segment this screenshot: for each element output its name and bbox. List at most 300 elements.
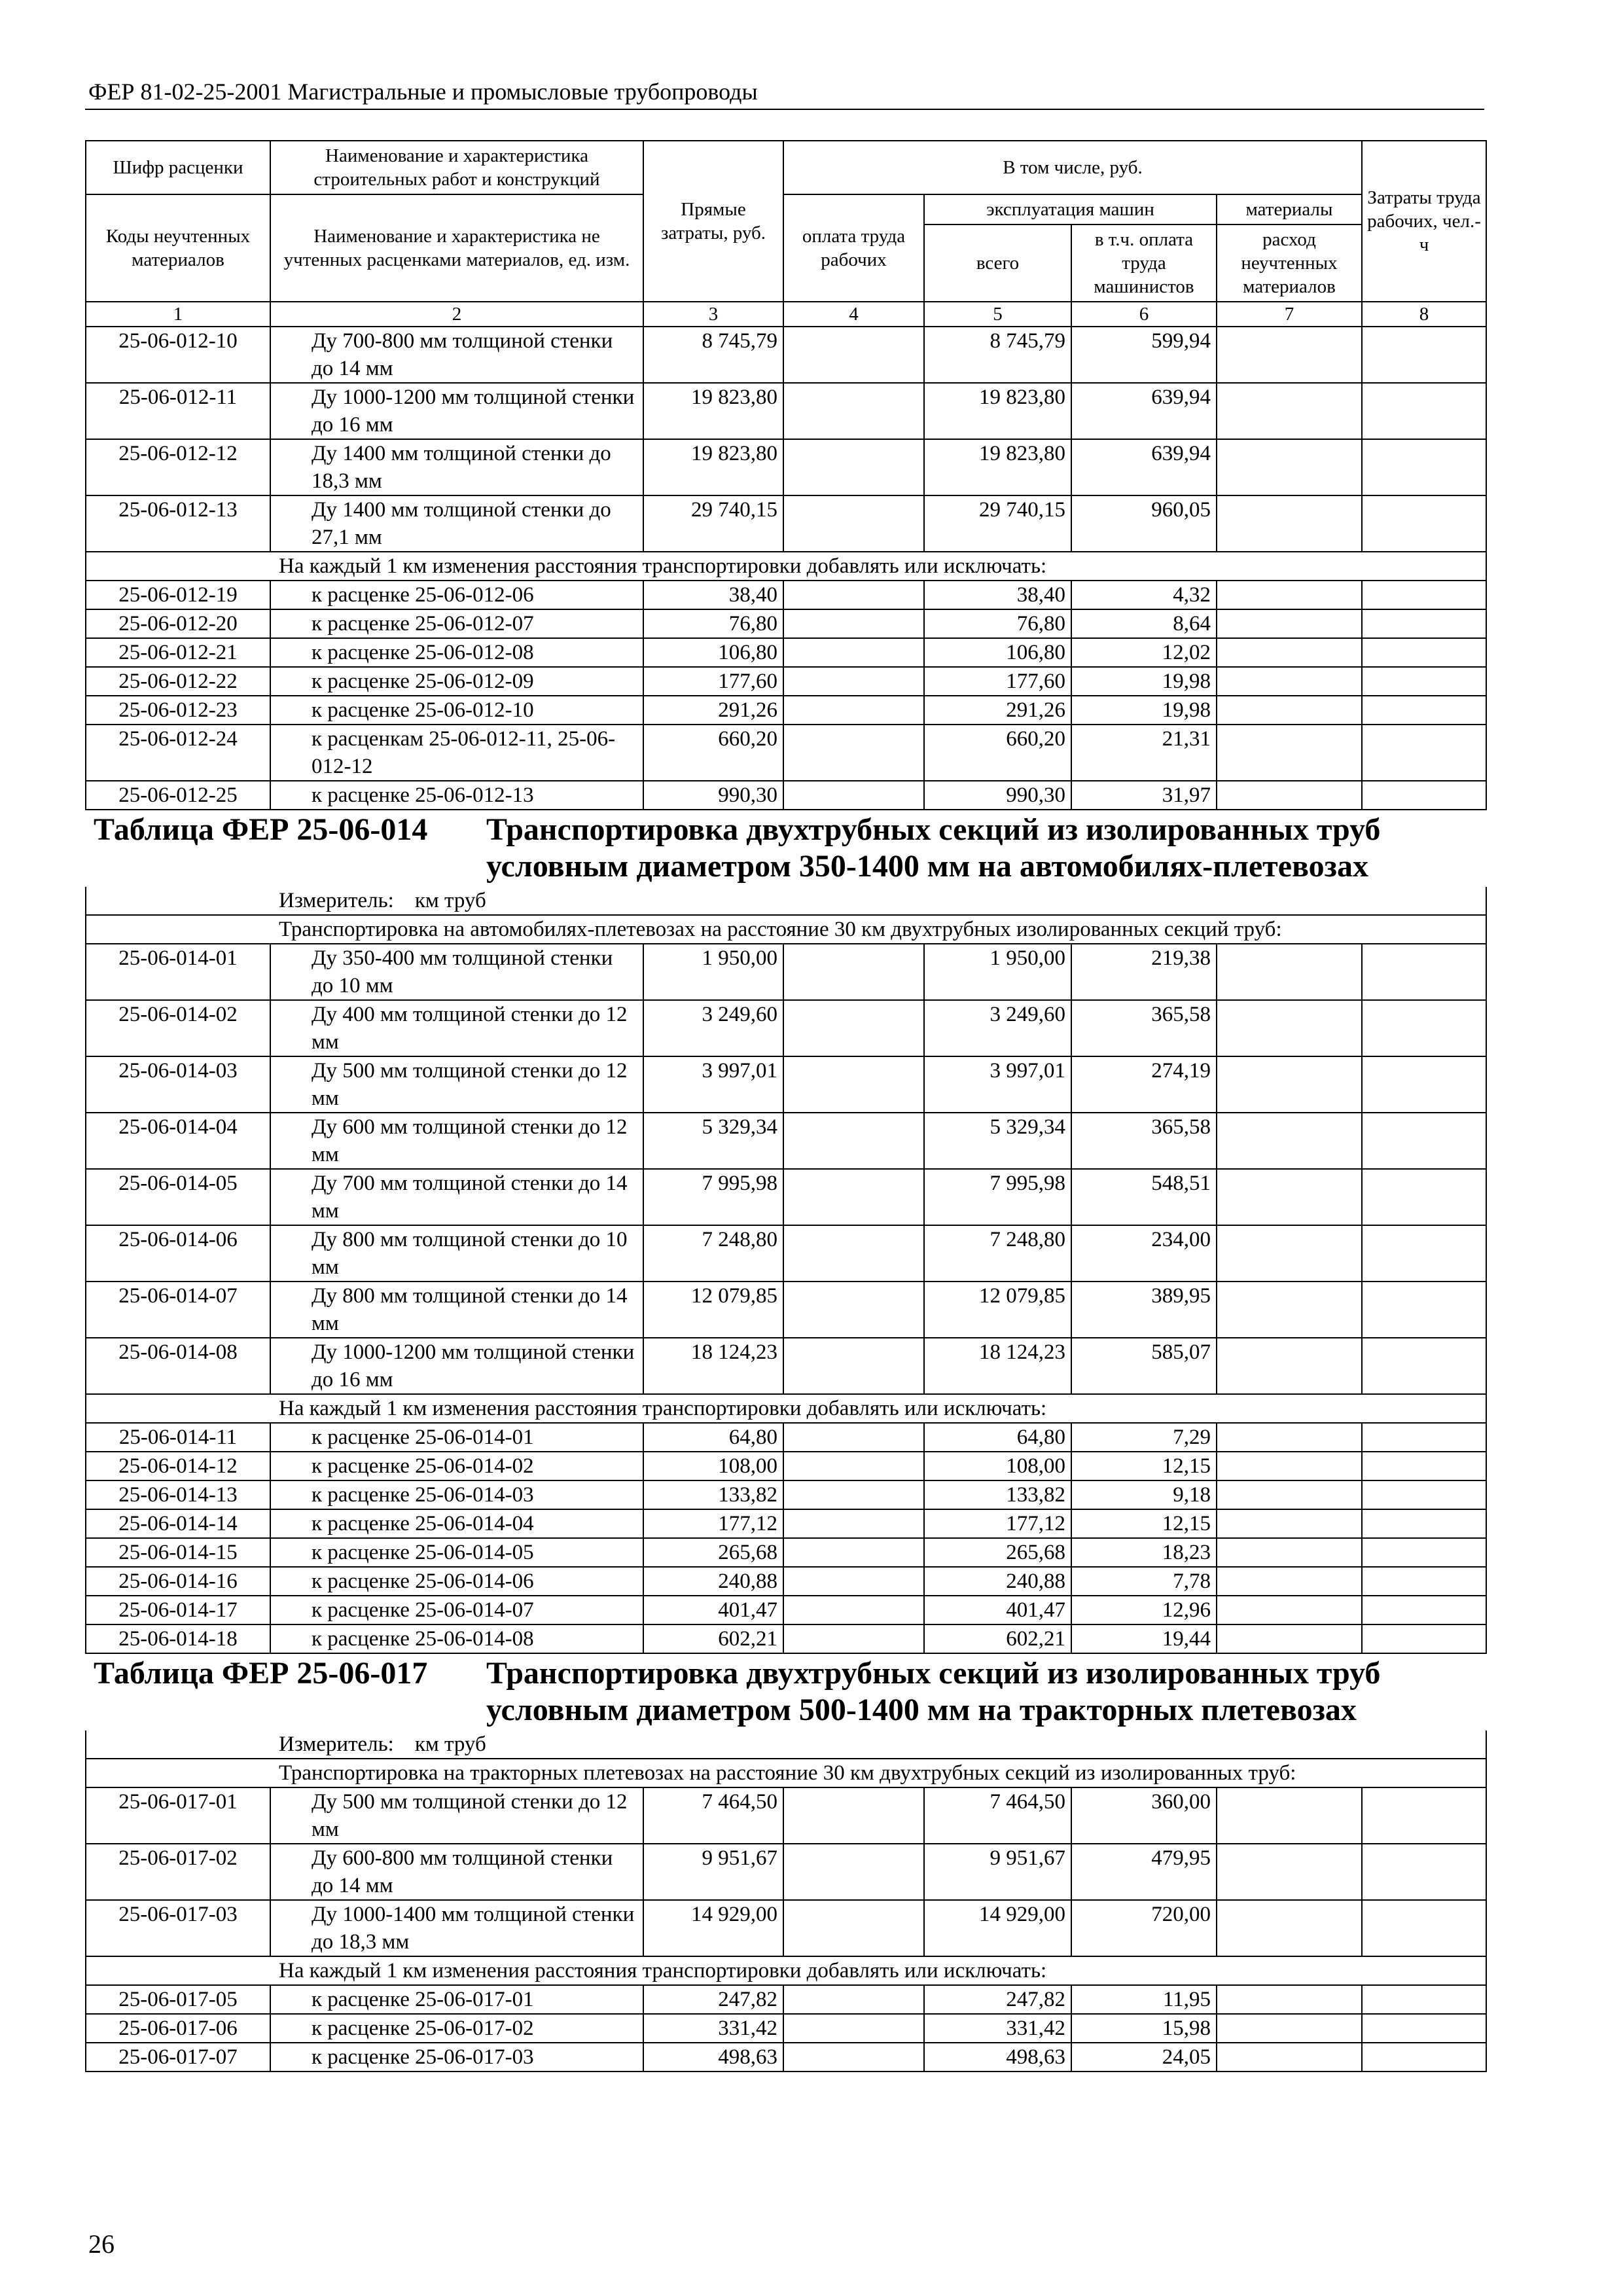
- running-header: ФЕР 81-02-25-2001 Магистральные и промысловые трубопроводы: [88, 79, 758, 105]
- col-num-2: 2: [270, 302, 643, 327]
- labor-pay: [783, 1509, 924, 1538]
- add-note-row: [86, 552, 1486, 581]
- table-row: [86, 1282, 1486, 1338]
- col-num-3: 3: [643, 302, 783, 327]
- direct-cost: 240,88: [643, 1567, 783, 1596]
- table-code: Таблица ФЕР 25-06-014: [94, 812, 428, 847]
- direct-cost: 265,68: [643, 1538, 783, 1567]
- table-row: [86, 1452, 1486, 1480]
- col-name-bottom: Наименование и характеристика не учтенных расценками материалов, ед. изм.: [270, 194, 643, 302]
- direct-cost: 19 823,80: [643, 439, 783, 495]
- labor-pay: [783, 1844, 924, 1900]
- machines-pay: 19,98: [1071, 667, 1217, 696]
- table-row: [86, 725, 1486, 781]
- machines-pay: 360,00: [1071, 1787, 1217, 1844]
- add-note: На каждый 1 км изменения расстояния транспортировки добавлять или исключать:: [86, 1394, 1486, 1423]
- materials-qty: [1217, 1567, 1362, 1596]
- add-note: На каждый 1 км изменения расстояния транспортировки добавлять или исключать:: [86, 1956, 1486, 1985]
- rate-name: Ду 1400 мм толщиной стенки до 27,1 мм: [270, 495, 643, 552]
- rate-name: к расценке 25-06-012-10: [270, 696, 643, 725]
- labor-pay: [783, 1900, 924, 1956]
- labor-cost: [1362, 1169, 1486, 1225]
- labor-pay: [783, 383, 924, 439]
- table-row: [86, 2043, 1486, 2072]
- machines-pay: 12,96: [1071, 1596, 1217, 1624]
- measure: [86, 1731, 1486, 1759]
- direct-cost: 247,82: [643, 1985, 783, 2014]
- materials-qty: [1217, 1423, 1362, 1452]
- materials-qty: [1217, 2043, 1362, 2072]
- materials-qty: [1217, 383, 1362, 439]
- machines-total: 108,00: [924, 1452, 1071, 1480]
- col-num-7: 7: [1217, 302, 1362, 327]
- machines-total: 14 929,00: [924, 1900, 1071, 1956]
- materials-qty: [1217, 944, 1362, 1000]
- rates-table: [85, 140, 1487, 2072]
- machines-total: 177,60: [924, 667, 1071, 696]
- rate-code: 25-06-012-19: [86, 581, 270, 609]
- table-row: [86, 1900, 1486, 1956]
- machines-pay: 389,95: [1071, 1282, 1217, 1338]
- machines-total: 38,40: [924, 581, 1071, 609]
- table-description-row: [86, 1759, 1486, 1787]
- labor-cost: [1362, 439, 1486, 495]
- rate-code: 25-06-017-02: [86, 1844, 270, 1900]
- direct-cost: 177,60: [643, 667, 783, 696]
- machines-pay: 21,31: [1071, 725, 1217, 781]
- labor-cost: [1362, 2014, 1486, 2043]
- labor-cost: [1362, 1480, 1486, 1509]
- labor-cost: [1362, 1538, 1486, 1567]
- table-row: [86, 1985, 1486, 2014]
- table-row: [86, 1338, 1486, 1394]
- page-number: 26: [88, 2229, 115, 2259]
- labor-pay: [783, 1452, 924, 1480]
- labor-cost: [1362, 1338, 1486, 1394]
- machines-pay: 720,00: [1071, 1900, 1217, 1956]
- rate-code: 25-06-012-24: [86, 725, 270, 781]
- rate-name: Ду 600-800 мм толщиной стенки до 14 мм: [270, 1844, 643, 1900]
- rate-code: 25-06-014-12: [86, 1452, 270, 1480]
- materials-qty: [1217, 581, 1362, 609]
- rate-name: к расценке 25-06-017-02: [270, 2014, 643, 2043]
- measure-row: [86, 887, 1486, 915]
- machines-pay: 9,18: [1071, 1480, 1217, 1509]
- machines-total: 1 950,00: [924, 944, 1071, 1000]
- labor-pay: [783, 1338, 924, 1394]
- materials-qty: [1217, 1787, 1362, 1844]
- direct-cost: 498,63: [643, 2043, 783, 2072]
- rate-code: 25-06-014-01: [86, 944, 270, 1000]
- direct-cost: 18 124,23: [643, 1338, 783, 1394]
- machines-total: 3 997,01: [924, 1056, 1071, 1113]
- direct-cost: 7 995,98: [643, 1169, 783, 1225]
- table-row: [86, 1509, 1486, 1538]
- labor-cost: [1362, 581, 1486, 609]
- table-row: [86, 383, 1486, 439]
- labor-cost: [1362, 1844, 1486, 1900]
- rate-code: 25-06-014-08: [86, 1338, 270, 1394]
- table-row: [86, 439, 1486, 495]
- materials-qty: [1217, 1624, 1362, 1653]
- rate-name: к расценке 25-06-014-01: [270, 1423, 643, 1452]
- labor-pay: [783, 696, 924, 725]
- materials-qty: [1217, 1113, 1362, 1169]
- machines-pay: 599,94: [1071, 327, 1217, 383]
- table-description-row: [86, 915, 1486, 944]
- materials-qty: [1217, 1538, 1362, 1567]
- rate-code: 25-06-017-06: [86, 2014, 270, 2043]
- table-description: Транспортировка на автомобилях-плетевозах на расстояние 30 км двухтрубных изолированных секций труб:: [86, 915, 1486, 944]
- labor-pay: [783, 1985, 924, 2014]
- labor-cost: [1362, 327, 1486, 383]
- machines-total: 8 745,79: [924, 327, 1071, 383]
- machines-total: 29 740,15: [924, 495, 1071, 552]
- labor-cost: [1362, 1452, 1486, 1480]
- labor-pay: [783, 1282, 924, 1338]
- machines-pay: 31,97: [1071, 781, 1217, 810]
- machines-pay: 548,51: [1071, 1169, 1217, 1225]
- labor-pay: [783, 2043, 924, 2072]
- machines-total: 18 124,23: [924, 1338, 1071, 1394]
- table-row: [86, 1056, 1486, 1113]
- table-row: [86, 696, 1486, 725]
- machines-total: 247,82: [924, 1985, 1071, 2014]
- rate-name: к расценке 25-06-012-08: [270, 638, 643, 667]
- labor-pay: [783, 495, 924, 552]
- rate-code: 25-06-014-11: [86, 1423, 270, 1452]
- machines-pay: 19,44: [1071, 1624, 1217, 1653]
- table-title: [86, 810, 1486, 887]
- table-row: [86, 1596, 1486, 1624]
- labor-cost: [1362, 1624, 1486, 1653]
- machines-pay: 24,05: [1071, 2043, 1217, 2072]
- rate-name: Ду 1400 мм толщиной стенки до 18,3 мм: [270, 439, 643, 495]
- col-num-8: 8: [1362, 302, 1486, 327]
- col-num-4: 4: [783, 302, 924, 327]
- table-row: [86, 638, 1486, 667]
- machines-total: 660,20: [924, 725, 1071, 781]
- measure-row: [86, 1731, 1486, 1759]
- machines-pay: 365,58: [1071, 1000, 1217, 1056]
- machines-pay: 585,07: [1071, 1338, 1217, 1394]
- direct-cost: 19 823,80: [643, 383, 783, 439]
- rate-code: 25-06-012-25: [86, 781, 270, 810]
- measure-unit: км труб: [414, 1732, 486, 1756]
- measure-label: Измеритель:: [279, 889, 394, 912]
- rate-name: к расценке 25-06-014-03: [270, 1480, 643, 1509]
- table-row: [86, 944, 1486, 1000]
- table-row: [86, 1423, 1486, 1452]
- machines-pay: 15,98: [1071, 2014, 1217, 2043]
- materials-qty: [1217, 2014, 1362, 2043]
- rate-code: 25-06-014-06: [86, 1225, 270, 1282]
- col-labor-pay: оплата труда рабочих: [783, 194, 924, 302]
- machines-pay: 639,94: [1071, 439, 1217, 495]
- machines-total: 106,80: [924, 638, 1071, 667]
- labor-cost: [1362, 1113, 1486, 1169]
- table-description: Транспортировка на тракторных плетевозах на расстояние 30 км двухтрубных секций из изолированных труб:: [86, 1759, 1486, 1787]
- rate-code: 25-06-017-03: [86, 1900, 270, 1956]
- labor-pay: [783, 781, 924, 810]
- rate-name: к расценке 25-06-012-06: [270, 581, 643, 609]
- machines-total: 240,88: [924, 1567, 1071, 1596]
- rate-name: Ду 800 мм толщиной стенки до 14 мм: [270, 1282, 643, 1338]
- rate-name: Ду 350-400 мм толщиной стенки до 10 мм: [270, 944, 643, 1000]
- labor-pay: [783, 439, 924, 495]
- materials-qty: [1217, 1596, 1362, 1624]
- labor-cost: [1362, 667, 1486, 696]
- rate-name: Ду 1000-1400 мм толщиной стенки до 18,3 мм: [270, 1900, 643, 1956]
- machines-total: 177,12: [924, 1509, 1071, 1538]
- machines-pay: 234,00: [1071, 1225, 1217, 1282]
- direct-cost: 401,47: [643, 1596, 783, 1624]
- labor-pay: [783, 1596, 924, 1624]
- materials-qty: [1217, 1169, 1362, 1225]
- direct-cost: 602,21: [643, 1624, 783, 1653]
- direct-cost: 3 249,60: [643, 1000, 783, 1056]
- rate-code: 25-06-014-04: [86, 1113, 270, 1169]
- table-row: [86, 1000, 1486, 1056]
- labor-pay: [783, 1225, 924, 1282]
- direct-cost: 7 248,80: [643, 1225, 783, 1282]
- rate-name: к расценке 25-06-014-04: [270, 1509, 643, 1538]
- rate-name: к расценке 25-06-017-03: [270, 2043, 643, 2072]
- labor-pay: [783, 1787, 924, 1844]
- machines-total: 265,68: [924, 1538, 1071, 1567]
- direct-cost: 133,82: [643, 1480, 783, 1509]
- machines-pay: 4,32: [1071, 581, 1217, 609]
- table-row: [86, 1113, 1486, 1169]
- rate-name: к расценке 25-06-014-06: [270, 1567, 643, 1596]
- machines-pay: 19,98: [1071, 696, 1217, 725]
- materials-qty: [1217, 609, 1362, 638]
- machines-total: 76,80: [924, 609, 1071, 638]
- machines-pay: 7,29: [1071, 1423, 1217, 1452]
- table-title-row: [86, 1653, 1486, 1731]
- col-code-top: Шифр расценки: [86, 141, 270, 194]
- labor-pay: [783, 944, 924, 1000]
- table-row: [86, 327, 1486, 383]
- machines-total: 7 464,50: [924, 1787, 1071, 1844]
- rate-name: Ду 700-800 мм толщиной стенки до 14 мм: [270, 327, 643, 383]
- table-row: [86, 1844, 1486, 1900]
- materials-qty: [1217, 1900, 1362, 1956]
- machines-pay: 12,15: [1071, 1452, 1217, 1480]
- rate-name: к расценке 25-06-014-08: [270, 1624, 643, 1653]
- labor-cost: [1362, 1000, 1486, 1056]
- rate-code: 25-06-014-16: [86, 1567, 270, 1596]
- direct-cost: 76,80: [643, 609, 783, 638]
- direct-cost: 14 929,00: [643, 1900, 783, 1956]
- labor-cost: [1362, 1567, 1486, 1596]
- labor-cost: [1362, 696, 1486, 725]
- direct-cost: 331,42: [643, 2014, 783, 2043]
- rate-name: Ду 700 мм толщиной стенки до 14 мм: [270, 1169, 643, 1225]
- direct-cost: 3 997,01: [643, 1056, 783, 1113]
- rate-code: 25-06-017-07: [86, 2043, 270, 2072]
- rate-name: к расценке 25-06-012-07: [270, 609, 643, 638]
- labor-pay: [783, 581, 924, 609]
- materials-qty: [1217, 696, 1362, 725]
- machines-total: 19 823,80: [924, 439, 1071, 495]
- col-name-top: Наименование и характеристика строительных работ и конструкций: [270, 141, 643, 194]
- labor-pay: [783, 1567, 924, 1596]
- table-row: [86, 609, 1486, 638]
- labor-cost: [1362, 1985, 1486, 2014]
- table-row: [86, 1787, 1486, 1844]
- labor-cost: [1362, 1509, 1486, 1538]
- rate-code: 25-06-014-02: [86, 1000, 270, 1056]
- machines-pay: 365,58: [1071, 1113, 1217, 1169]
- direct-cost: 38,40: [643, 581, 783, 609]
- col-machines: эксплуатация машин: [924, 194, 1217, 224]
- materials-qty: [1217, 327, 1362, 383]
- table-row: [86, 1480, 1486, 1509]
- table-row: [86, 1169, 1486, 1225]
- labor-cost: [1362, 725, 1486, 781]
- labor-cost: [1362, 1282, 1486, 1338]
- machines-pay: 11,95: [1071, 1985, 1217, 2014]
- direct-cost: 990,30: [643, 781, 783, 810]
- rate-name: Ду 500 мм толщиной стенки до 12 мм: [270, 1056, 643, 1113]
- rate-name: Ду 800 мм толщиной стенки до 10 мм: [270, 1225, 643, 1282]
- rate-code: 25-06-014-03: [86, 1056, 270, 1113]
- table-row: [86, 781, 1486, 810]
- table-row: [86, 1624, 1486, 1653]
- rate-name: Ду 1000-1200 мм толщиной стенки до 16 мм: [270, 1338, 643, 1394]
- add-note-row: [86, 1956, 1486, 1985]
- direct-cost: 5 329,34: [643, 1113, 783, 1169]
- materials-qty: [1217, 1225, 1362, 1282]
- labor-cost: [1362, 383, 1486, 439]
- labor-pay: [783, 1113, 924, 1169]
- direct-cost: 64,80: [643, 1423, 783, 1452]
- direct-cost: 1 950,00: [643, 944, 783, 1000]
- labor-cost: [1362, 609, 1486, 638]
- table-title-row: [86, 810, 1486, 887]
- table-code: Таблица ФЕР 25-06-017: [94, 1656, 428, 1691]
- machines-total: 602,21: [924, 1624, 1071, 1653]
- col-num-6: 6: [1071, 302, 1217, 327]
- rate-name: Ду 400 мм толщиной стенки до 12 мм: [270, 1000, 643, 1056]
- add-note: На каждый 1 км изменения расстояния транспортировки добавлять или исключать:: [86, 552, 1486, 581]
- labor-pay: [783, 1000, 924, 1056]
- labor-cost: [1362, 638, 1486, 667]
- table-row: [86, 2014, 1486, 2043]
- machines-total: 12 079,85: [924, 1282, 1071, 1338]
- rate-code: 25-06-014-18: [86, 1624, 270, 1653]
- machines-pay: 12,15: [1071, 1509, 1217, 1538]
- direct-cost: 177,12: [643, 1509, 783, 1538]
- labor-cost: [1362, 495, 1486, 552]
- labor-cost: [1362, 1423, 1486, 1452]
- rate-code: 25-06-017-01: [86, 1787, 270, 1844]
- labor-pay: [783, 1480, 924, 1509]
- add-note-row: [86, 1394, 1486, 1423]
- labor-cost: [1362, 781, 1486, 810]
- labor-cost: [1362, 1056, 1486, 1113]
- machines-total: 64,80: [924, 1423, 1071, 1452]
- table-row: [86, 1225, 1486, 1282]
- direct-cost: 9 951,67: [643, 1844, 783, 1900]
- machines-total: 498,63: [924, 2043, 1071, 2072]
- rate-name: Ду 600 мм толщиной стенки до 12 мм: [270, 1113, 643, 1169]
- col-machines-pay: в т.ч. оплата труда машинистов: [1071, 224, 1217, 302]
- col-num-5: 5: [924, 302, 1071, 327]
- rate-code: 25-06-017-05: [86, 1985, 270, 2014]
- rate-code: 25-06-012-20: [86, 609, 270, 638]
- rate-code: 25-06-014-05: [86, 1169, 270, 1225]
- measure-label: Измеритель:: [279, 1732, 394, 1756]
- machines-pay: 960,05: [1071, 495, 1217, 552]
- materials-qty: [1217, 439, 1362, 495]
- col-num-1: 1: [86, 302, 270, 327]
- col-labor-cost: Затраты труда рабочих, чел.-ч: [1362, 141, 1486, 302]
- machines-pay: 12,02: [1071, 638, 1217, 667]
- materials-qty: [1217, 1844, 1362, 1900]
- materials-qty: [1217, 638, 1362, 667]
- table-header: [86, 141, 1486, 327]
- materials-qty: [1217, 667, 1362, 696]
- col-direct: Прямые затраты, руб.: [643, 141, 783, 302]
- machines-total: 3 249,60: [924, 1000, 1071, 1056]
- rate-name: Ду 500 мм толщиной стенки до 12 мм: [270, 1787, 643, 1844]
- rate-name: к расценкам 25-06-012-11, 25-06-012-12: [270, 725, 643, 781]
- machines-total: 5 329,34: [924, 1113, 1071, 1169]
- labor-pay: [783, 2014, 924, 2043]
- machines-pay: 639,94: [1071, 383, 1217, 439]
- materials-qty: [1217, 1480, 1362, 1509]
- table-row: [86, 1567, 1486, 1596]
- machines-total: 19 823,80: [924, 383, 1071, 439]
- rate-code: 25-06-012-10: [86, 327, 270, 383]
- table-heading: Транспортировка двухтрубных секций из изолированных труб условным диаметром 500-1400 мм на тракторных плетевозах: [486, 1656, 1381, 1727]
- materials-qty: [1217, 725, 1362, 781]
- labor-pay: [783, 667, 924, 696]
- table-row: [86, 1538, 1486, 1567]
- direct-cost: 7 464,50: [643, 1787, 783, 1844]
- machines-pay: 8,64: [1071, 609, 1217, 638]
- table-row: [86, 581, 1486, 609]
- direct-cost: 106,80: [643, 638, 783, 667]
- col-machines-total: всего: [924, 224, 1071, 302]
- table-heading: Транспортировка двухтрубных секций из изолированных труб условным диаметром 350-1400 мм на автомобилях-плетевозах: [486, 812, 1381, 884]
- materials-qty: [1217, 1056, 1362, 1113]
- rate-code: 25-06-014-14: [86, 1509, 270, 1538]
- table-body: [86, 327, 1486, 2072]
- rate-code: 25-06-012-22: [86, 667, 270, 696]
- rate-name: Ду 1000-1200 мм толщиной стенки до 16 мм: [270, 383, 643, 439]
- direct-cost: 660,20: [643, 725, 783, 781]
- materials-qty: [1217, 1509, 1362, 1538]
- col-code-bottom: Коды неучтенных материалов: [86, 194, 270, 302]
- direct-cost: 291,26: [643, 696, 783, 725]
- table-row: [86, 495, 1486, 552]
- machines-total: 7 248,80: [924, 1225, 1071, 1282]
- col-materials-sub: расход неучтенных материалов: [1217, 224, 1362, 302]
- materials-qty: [1217, 1452, 1362, 1480]
- labor-pay: [783, 327, 924, 383]
- rate-name: к расценке 25-06-012-09: [270, 667, 643, 696]
- rate-code: 25-06-012-13: [86, 495, 270, 552]
- labor-pay: [783, 1169, 924, 1225]
- labor-cost: [1362, 1225, 1486, 1282]
- labor-pay: [783, 638, 924, 667]
- labor-pay: [783, 725, 924, 781]
- labor-pay: [783, 1538, 924, 1567]
- rate-name: к расценке 25-06-012-13: [270, 781, 643, 810]
